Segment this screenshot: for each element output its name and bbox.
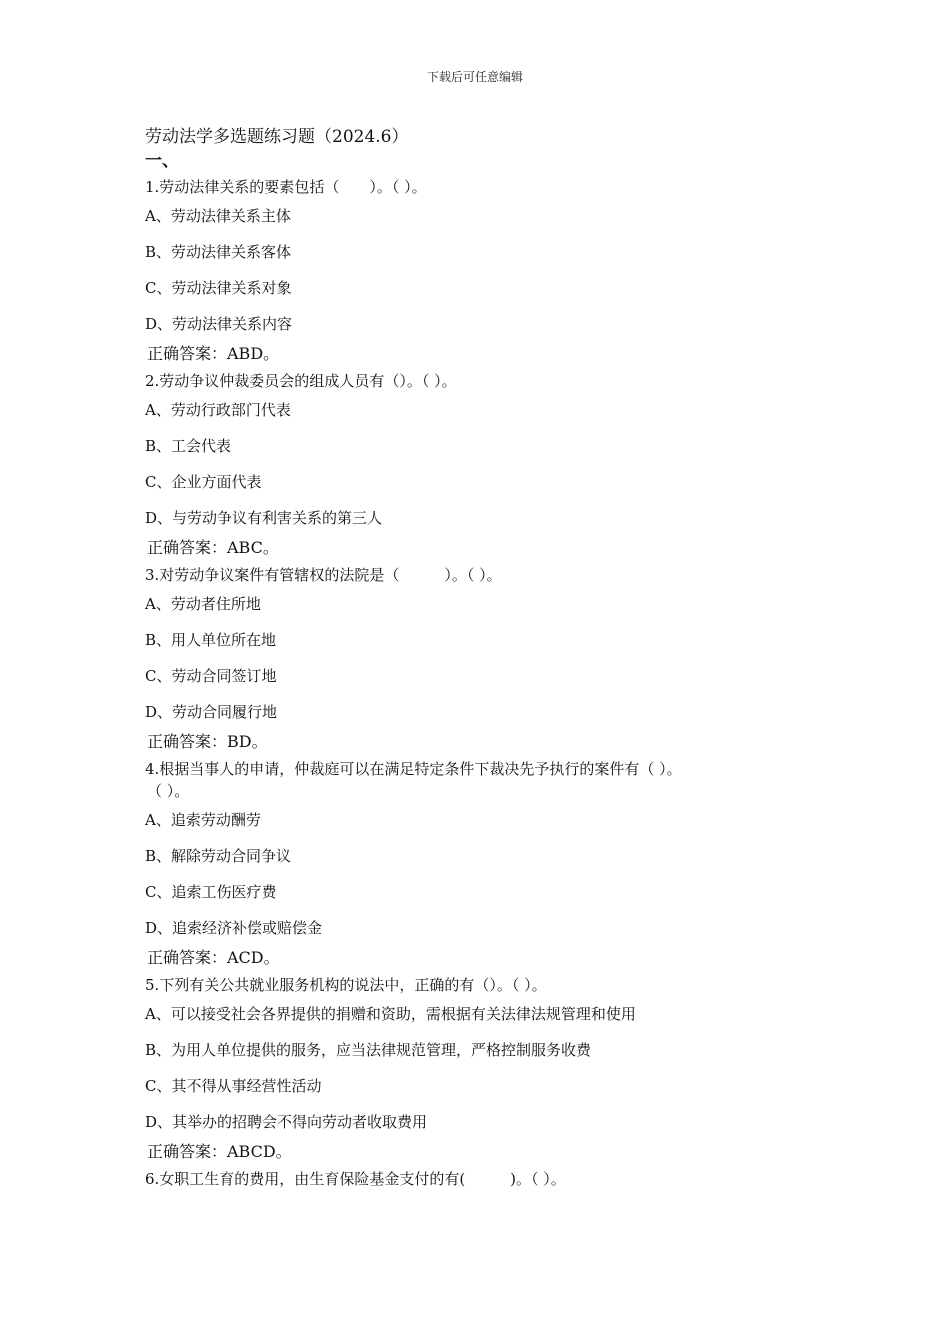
correct-answer: 正确答案：BD。 bbox=[147, 732, 268, 751]
option-item: B、用人单位所在地 bbox=[145, 631, 277, 649]
option-item: A、追索劳动酬劳 bbox=[145, 811, 261, 829]
question-list bbox=[145, 176, 805, 1190]
correct-answer: 正确答案：ABD。 bbox=[147, 344, 280, 363]
option-item: D、与劳动争议有利害关系的第三人 bbox=[145, 509, 383, 527]
option-item: C、追索工伤医疗费 bbox=[145, 883, 277, 901]
question-text: 3.对劳动争议案件有管辖权的法院是（ ）。（ ）。 bbox=[145, 566, 502, 584]
option-item: D、劳动合同履行地 bbox=[145, 703, 278, 721]
correct-answer: 正确答案：ABC。 bbox=[147, 538, 279, 557]
question-block bbox=[145, 564, 805, 754]
question-block bbox=[145, 974, 805, 1164]
option-item: A、劳动行政部门代表 bbox=[145, 401, 291, 419]
option-item: D、其举办的招聘会不得向劳动者收取费用 bbox=[145, 1113, 428, 1131]
question-text: 4.根据当事人的申请，仲裁庭可以在满足特定条件下裁决先予执行的案件有（ ）。 bbox=[145, 760, 682, 778]
option-item: C、其不得从事经营性活动 bbox=[145, 1077, 322, 1095]
question-text: 5.下列有关公共就业服务机构的说法中，正确的有（）。（ ）。 bbox=[145, 976, 547, 994]
option-item: C、企业方面代表 bbox=[145, 473, 262, 491]
document-body bbox=[145, 124, 805, 1190]
section-heading: 一、 bbox=[145, 151, 179, 171]
option-item: D、追索经济补偿或赔偿金 bbox=[145, 919, 323, 937]
option-item: B、工会代表 bbox=[145, 437, 232, 455]
question-text: 2.劳动争议仲裁委员会的组成人员有（）。（ ）。 bbox=[145, 372, 457, 390]
correct-answer: 正确答案：ACD。 bbox=[147, 948, 280, 967]
option-item: B、解除劳动合同争议 bbox=[145, 847, 292, 865]
question-block bbox=[145, 1168, 805, 1190]
page-header-note: 下载后可任意编辑 bbox=[426, 70, 523, 84]
option-item: A、劳动者住所地 bbox=[145, 595, 261, 613]
option-item: A、可以接受社会各界提供的捐赠和资助，需根据有关法律法规管理和使用 bbox=[145, 1005, 636, 1023]
option-item: C、劳动法律关系对象 bbox=[145, 279, 292, 297]
document-title: 劳动法学多选题练习题（2024.6） bbox=[145, 127, 409, 147]
option-item: D、劳动法律关系内容 bbox=[145, 315, 293, 333]
question-text-continued: （ ）。 bbox=[147, 782, 190, 800]
question-block bbox=[145, 758, 805, 970]
question-block bbox=[145, 370, 805, 560]
question-block bbox=[145, 176, 805, 366]
question-text: 6.女职工生育的费用，由生育保险基金支付的有( )。（ ）。 bbox=[145, 1170, 566, 1188]
correct-answer: 正确答案：ABCD。 bbox=[147, 1142, 292, 1161]
question-text: 1.劳动法律关系的要素包括（ ）。（ ）。 bbox=[145, 178, 427, 196]
option-item: B、劳动法律关系客体 bbox=[145, 243, 292, 261]
option-item: C、劳动合同签订地 bbox=[145, 667, 277, 685]
option-item: B、为用人单位提供的服务，应当法律规范管理，严格控制服务收费 bbox=[145, 1041, 592, 1059]
option-item: A、劳动法律关系主体 bbox=[145, 207, 291, 225]
